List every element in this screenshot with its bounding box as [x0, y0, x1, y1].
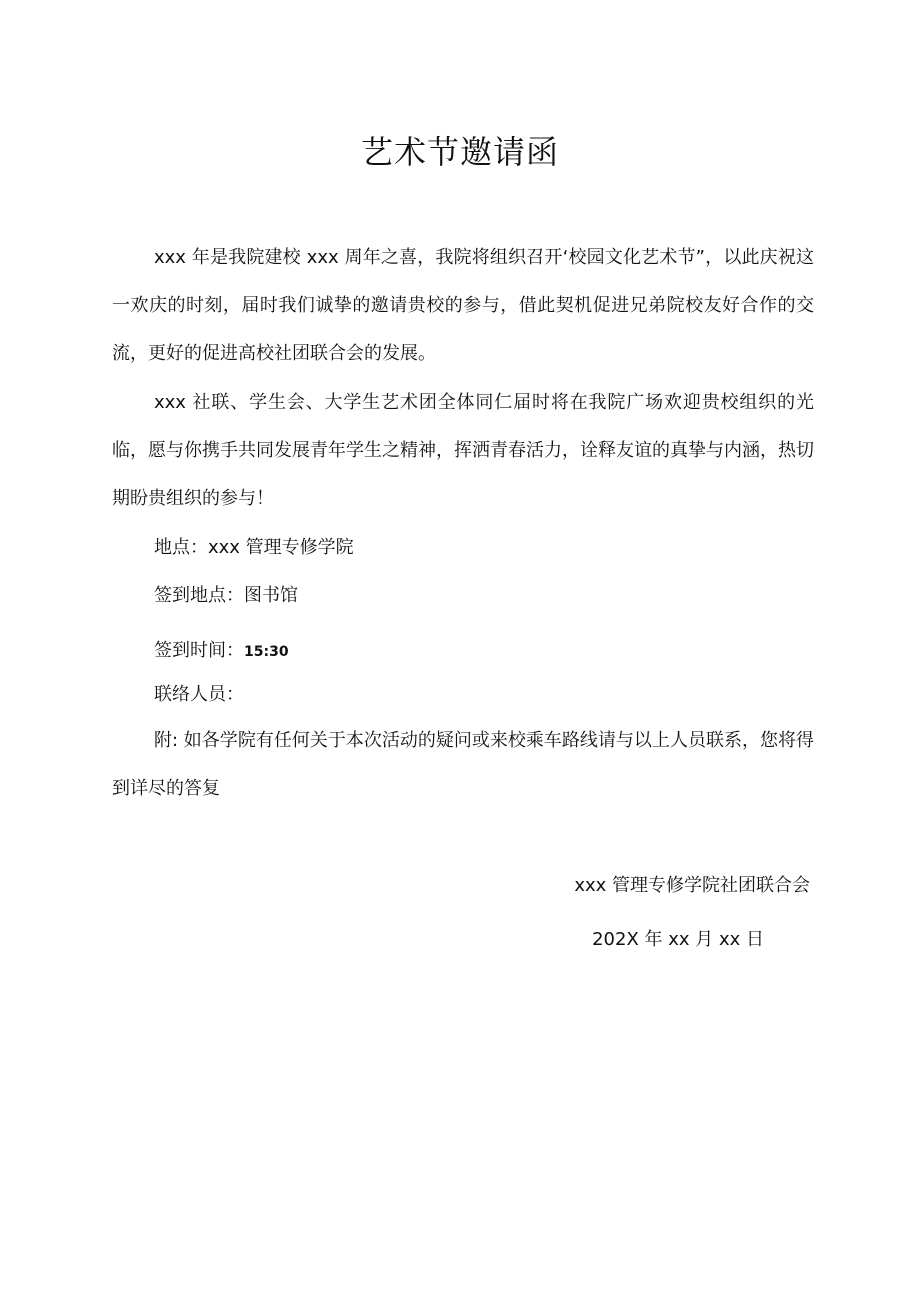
checkin-place-value: 图书馆: [244, 585, 298, 606]
paragraph-intro: xxx 年是我院建校 xxx 周年之喜，我院将组织召开‘校园文化艺术节”，以此庆祝这一欢庆的时刻，届时我们诚挚的邀请贵校的参与，借此契机促进兄弟院校友好合作的交流，更好的促进高校社团联合会的发展。: [112, 247, 814, 364]
venue-line: [154, 524, 354, 572]
checkin-place-line: [154, 572, 298, 620]
checkin-time-value: 15:30: [244, 644, 289, 660]
checkin-place-label: 签到地点：: [154, 585, 244, 606]
note-paragraph: 附: 如各学院有任何关于本次活动的疑问或来校乘车路线请与以上人员联系，您将得到详尽的答复: [112, 730, 814, 799]
paragraph-welcome: xxx 社联、学生会、大学生艺术团全体同仁届时将在我院广场欢迎贵校组织的光临，愿与你携手共同发展青年学生之精神，挥洒青春活力，诠释友谊的真挚与内涵，热切期盼贵组织的参与！: [112, 392, 814, 509]
venue-label: 地点：: [154, 537, 208, 558]
signature-organization: xxx 管理专修学院社团联合会: [574, 875, 810, 896]
contact-label: 联络人员：: [154, 684, 244, 705]
checkin-time-line: [154, 627, 289, 676]
checkin-time-label: 签到时间：: [154, 640, 244, 661]
contact-line: [154, 671, 244, 719]
document-title: 艺术节邀请函: [360, 133, 559, 171]
venue-value: xxx 管理专修学院: [208, 537, 354, 558]
signature-date: 202X 年 xx 月 xx 日: [592, 929, 764, 950]
